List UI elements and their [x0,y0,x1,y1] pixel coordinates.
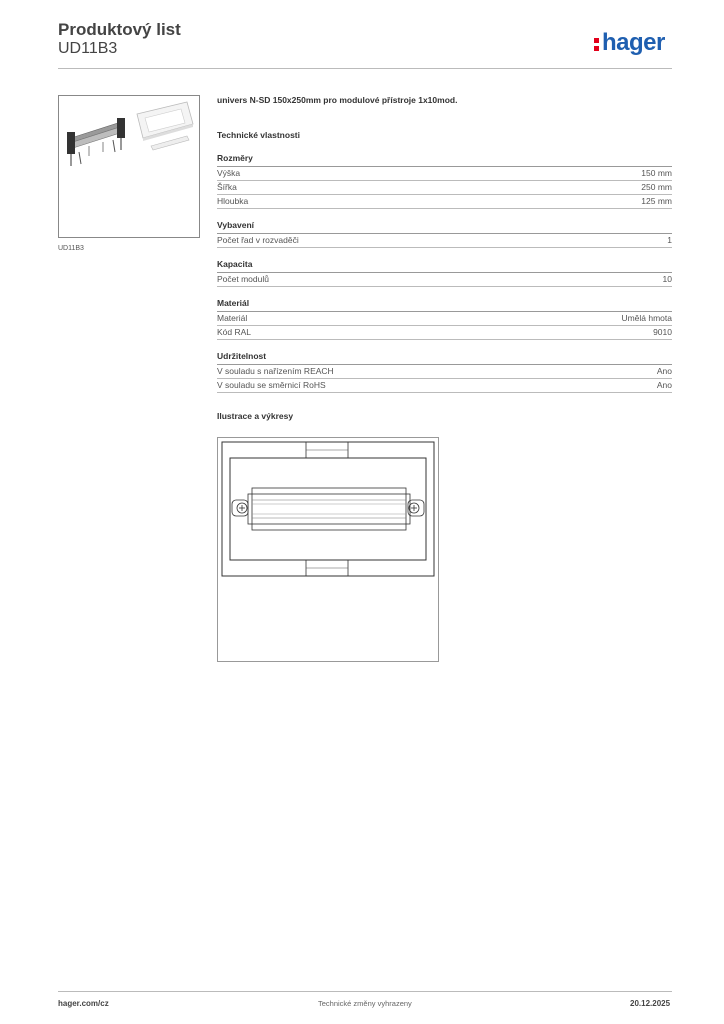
spec-group-sustainability [217,351,672,393]
group-title: Materiál [217,298,672,312]
spec-row [217,167,672,181]
technical-drawing-svg [218,438,438,661]
spec-row [217,365,672,379]
spec-group-capacity [217,259,672,287]
hager-logo [594,29,665,57]
illustrations-title: Ilustrace a výkresy [217,411,294,421]
spec-group-material [217,298,672,340]
spec-value: 250 mm [641,182,672,192]
logo-text: hager [602,29,665,56]
group-title: Vybavení [217,220,672,234]
footer-note: Technické změny vyhrazeny [318,999,412,1008]
spec-value: Ano [656,380,672,390]
spec-value: 10 [662,274,672,284]
logo-dots-icon [594,35,599,51]
spec-value: Ano [656,366,672,376]
spec-label: Kód RAL [217,327,252,337]
spec-row [217,326,672,340]
spec-value: Umělá hmota [621,313,672,323]
spec-label: Počet modulů [217,274,269,284]
group-title: Kapacita [217,259,672,273]
product-photo [58,95,200,238]
photo-caption: UD11B3 [58,245,84,252]
footer-date: 20.12.2025 [630,999,671,1008]
spec-row [217,379,672,393]
group-title: Udržitelnost [217,351,672,365]
header-divider [58,68,672,69]
spec-label: Výška [217,168,241,178]
spec-value: 9010 [653,327,672,337]
spec-value: 150 mm [641,168,672,178]
spec-row [217,195,672,209]
technical-drawing [217,437,439,662]
product-details [217,95,672,423]
spec-label: V souladu s nařízením REACH [217,366,334,376]
product-description: univers N-SD 150x250mm pro modulové přístroje 1x10mod. [217,95,458,105]
product-code: UD11B3 [58,40,118,57]
spec-value: 125 mm [641,196,672,206]
spec-group-dimensions [217,153,672,209]
product-photo-illustration [59,96,199,237]
spec-label: Hloubka [217,196,249,206]
spec-row [217,234,672,248]
spec-label: Šířka [217,182,237,192]
footer-website: hager.com/cz [58,999,109,1008]
page-title: Produktový list [58,20,181,39]
footer-divider [58,991,672,992]
spec-row [217,273,672,287]
spec-label: V souladu se směrnicí RoHS [217,380,326,390]
spec-row [217,312,672,326]
spec-label: Počet řad v rozvaděči [217,235,299,245]
spec-row [217,181,672,195]
group-title: Rozměry [217,153,672,167]
spec-label: Materiál [217,313,248,323]
spec-value: 1 [667,235,672,245]
section-title: Technické vlastnosti [217,130,300,140]
spec-group-equipment [217,220,672,248]
